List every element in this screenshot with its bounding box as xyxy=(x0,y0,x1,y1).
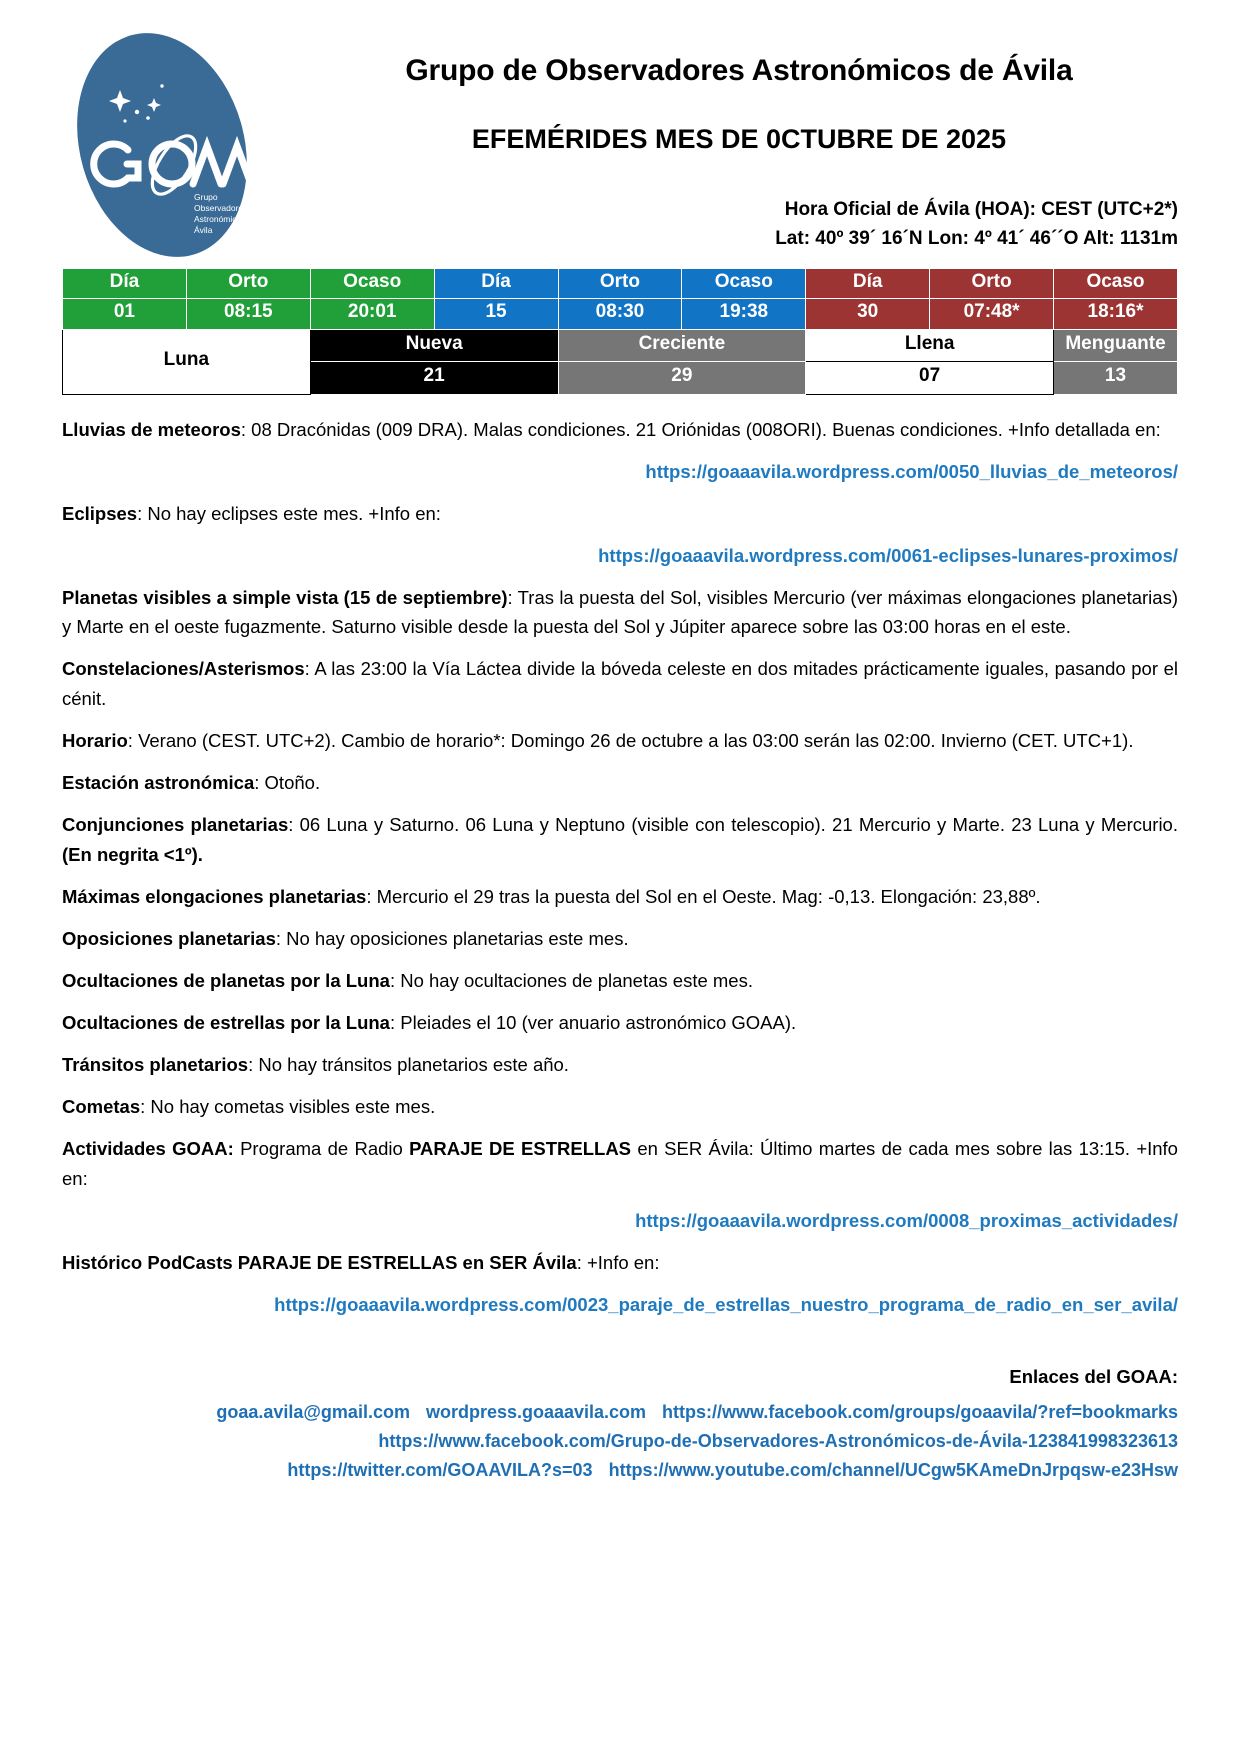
section-bold-tail: (En negrita <1º). xyxy=(62,844,203,866)
section-ocultaciones-planetas xyxy=(62,966,1178,996)
footer-links-row-2 xyxy=(62,1427,1178,1456)
section-eclipses xyxy=(62,499,1178,529)
link-eclipses[interactable]: https://goaaavila.wordpress.com/0061-eclipses-lunares-proximos/ xyxy=(598,544,1178,566)
moon-phase-day-3: 13 xyxy=(1054,362,1178,394)
section-label: Planetas visibles a simple vista (15 de septiembre) xyxy=(62,586,508,608)
moon-phase-day-0: 21 xyxy=(310,362,558,394)
section-horario xyxy=(62,726,1178,756)
value-ocaso-2: 19:38 xyxy=(682,299,806,329)
coordinates-line: Lat: 40º 39´ 16´N Lon: 4º 41´ 46´´O Alt: 1131m xyxy=(775,228,1178,250)
moon-label: Luna xyxy=(63,329,311,394)
header-ocaso-1: Ocaso xyxy=(310,269,434,299)
ephemeris-table xyxy=(62,268,1178,395)
footer-links xyxy=(62,1398,1178,1485)
moon-phase-name-1: Creciente xyxy=(558,329,806,361)
section-ocultaciones-estrellas xyxy=(62,1008,1178,1038)
section-cometas xyxy=(62,1092,1178,1122)
org-title: Grupo de Observadores Astronómicos de Ávila xyxy=(405,54,1073,87)
header-dia-2: Día xyxy=(434,269,558,299)
document-footer xyxy=(62,1366,1178,1485)
header-dia-1: Día xyxy=(63,269,187,299)
section-planetas-visibles xyxy=(62,583,1178,643)
footer-links-row-1 xyxy=(62,1398,1178,1427)
header-text-block xyxy=(300,54,1178,254)
footer-link-twitter[interactable]: https://twitter.com/GOAAVILA?s=03 xyxy=(287,1460,593,1481)
section-label: Cometas xyxy=(62,1096,141,1118)
footer-link-wordpress[interactable]: wordpress.goaaavila.com xyxy=(425,1401,647,1422)
table-row-values xyxy=(63,299,1178,329)
footer-link-email[interactable]: goaa.avila@gmail.com xyxy=(216,1401,410,1422)
value-ocaso-3: 18:16* xyxy=(1054,299,1178,329)
section-historico-podcasts xyxy=(62,1248,1178,1278)
section-lluvias-de-meteoros xyxy=(62,415,1178,445)
section-actividades-goaa xyxy=(62,1134,1178,1194)
section-estacion-astronomica xyxy=(62,768,1178,798)
header-orto-1: Orto xyxy=(186,269,310,299)
section-label: Horario xyxy=(62,730,128,752)
header-orto-3: Orto xyxy=(930,269,1054,299)
moon-phase-name-3: Menguante xyxy=(1054,329,1178,361)
section-label: Ocultaciones de estrellas por la Luna xyxy=(62,1012,390,1034)
header-dia-3: Día xyxy=(806,269,930,299)
value-dia-3: 30 xyxy=(806,299,930,329)
logo-subtext-0: Grupo xyxy=(194,192,218,202)
section-label: Tránsitos planetarios xyxy=(62,1054,249,1076)
header-orto-2: Orto xyxy=(558,269,682,299)
footer-title: Enlaces del GOAA: xyxy=(1009,1365,1178,1387)
value-orto-1: 08:15 xyxy=(186,299,310,329)
section-label: Lluvias de meteoros xyxy=(62,418,241,440)
footer-links-row-3 xyxy=(62,1456,1178,1485)
logo-subtext-3: Ávila xyxy=(194,225,213,235)
activities-text-b: en SER Ávila: Último martes de cada mes sobre las 13:15. +Info en: xyxy=(62,1138,1178,1190)
footer-link-youtube[interactable]: https://www.youtube.com/channel/UCgw5KAmeDnJrpqsw-e23Hsw xyxy=(608,1460,1178,1481)
section-label: Conjunciones planetarias xyxy=(62,814,289,836)
value-ocaso-1: 20:01 xyxy=(310,299,434,329)
section-text: : Pleiades el 10 (ver anuario astronómico GOAA). xyxy=(389,1012,797,1034)
logo-subtext-2: Astronómicos xyxy=(194,214,246,224)
footer-link-facebook-group[interactable]: https://www.facebook.com/groups/goaavila/?ref=bookmarks xyxy=(662,1401,1178,1422)
header-ocaso-3: Ocaso xyxy=(1054,269,1178,299)
section-text: : No hay oposiciones planetarias este mes. xyxy=(275,928,629,950)
section-text: : +Info en: xyxy=(576,1251,660,1273)
moon-phase-name-2: Llena xyxy=(806,329,1054,361)
section-transitos-planetarios xyxy=(62,1050,1178,1080)
footer-link-facebook-page[interactable]: https://www.facebook.com/Grupo-de-Observadores-Astronómicos-de-Ávila-123841998323613 xyxy=(378,1431,1178,1452)
link-proximas-actividades[interactable]: https://goaaavila.wordpress.com/0008_proximas_actividades/ xyxy=(635,1210,1178,1231)
header-ocaso-2: Ocaso xyxy=(682,269,806,299)
moon-phase-day-1: 29 xyxy=(558,362,806,394)
document-header xyxy=(0,0,1240,250)
value-dia-2: 15 xyxy=(434,299,558,329)
moon-phase-name-0: Nueva xyxy=(310,329,558,361)
section-maximas-elongaciones xyxy=(62,882,1178,912)
section-text: : 08 Dracónidas (009 DRA). Malas condiciones. 21 Oriónidas (008ORI). Buenas condiciones. +Info detallada en: xyxy=(240,418,1161,440)
table-row-moon-names xyxy=(63,329,1178,361)
section-text: : No hay eclipses este mes. +Info en: xyxy=(137,502,441,524)
official-time-line: Hora Oficial de Ávila (HOA): CEST (UTC+2*) xyxy=(784,198,1178,220)
link-paraje-de-estrellas-podcast[interactable]: https://goaaavila.wordpress.com/0023_paraje_de_estrellas_nuestro_programa_de_radio_en_ser_avila/ xyxy=(274,1293,1178,1315)
section-text: : No hay cometas visibles este mes. xyxy=(140,1096,436,1118)
goaa-logo xyxy=(62,28,262,263)
activities-text-a: Programa de Radio xyxy=(233,1138,410,1160)
section-label: Oposiciones planetarias xyxy=(62,928,276,950)
section-text: : Otoño. xyxy=(254,772,321,794)
section-text: : 06 Luna y Saturno. 06 Luna y Neptuno (visible con telescopio). 21 Mercurio y Marte. 23 Luna y Mercurio. xyxy=(288,814,1178,836)
value-dia-1: 01 xyxy=(63,299,187,329)
value-orto-2: 08:30 xyxy=(558,299,682,329)
section-oposiciones-planetarias xyxy=(62,924,1178,954)
section-text: : Verano (CEST. UTC+2). Cambio de horario*: Domingo 26 de octubre a las 03:00 serán las 02:00. Invierno (CET. UTC+1). xyxy=(127,730,1134,752)
document-body xyxy=(62,415,1178,1320)
section-text: : No hay ocultaciones de planetas este mes. xyxy=(389,970,753,992)
section-text: : Mercurio el 29 tras la puesta del Sol en el Oeste. Mag: -0,13. Elongación: 23,88º. xyxy=(366,886,1041,908)
value-orto-3: 07:48* xyxy=(930,299,1054,329)
section-conjunciones-planetarias xyxy=(62,810,1178,870)
link-lluvias-de-meteoros[interactable]: https://goaaavila.wordpress.com/0050_lluvias_de_meteoros/ xyxy=(645,460,1178,482)
activities-program-name: PARAJE DE ESTRELLAS xyxy=(409,1138,632,1160)
section-label: Eclipses xyxy=(62,502,138,524)
section-text: : A las 23:00 la Vía Láctea divide la bóveda celeste en dos mitades prácticamente iguales, pasando por el cénit. xyxy=(62,658,1178,710)
section-label: Ocultaciones de planetas por la Luna xyxy=(62,970,390,992)
section-label: Estación astronómica xyxy=(62,772,255,794)
section-label: Histórico PodCasts PARAJE DE ESTRELLAS en SER Ávila xyxy=(62,1251,577,1273)
section-text: : Tras la puesta del Sol, visibles Mercurio (ver máximas elongaciones planetarias) y Marte en el oeste fugazmente. Saturno visible desde la puesta del Sol y Júpiter aparece sobre las 03:00 horas en el este. xyxy=(62,586,1178,638)
section-label: Máximas elongaciones planetarias xyxy=(62,886,367,908)
logo-subtext-1: Observadores xyxy=(194,203,248,213)
section-label: Actividades GOAA: xyxy=(62,1138,234,1160)
table-row-headers xyxy=(63,269,1178,299)
section-label: Constelaciones/Asterismos xyxy=(62,658,305,680)
section-text: : No hay tránsitos planetarios este año. xyxy=(248,1054,569,1076)
page-title: EFEMÉRIDES MES DE 0CTUBRE DE 2025 xyxy=(471,124,1007,154)
section-constelaciones-asterismos xyxy=(62,654,1178,714)
moon-phase-day-2: 07 xyxy=(806,362,1054,394)
